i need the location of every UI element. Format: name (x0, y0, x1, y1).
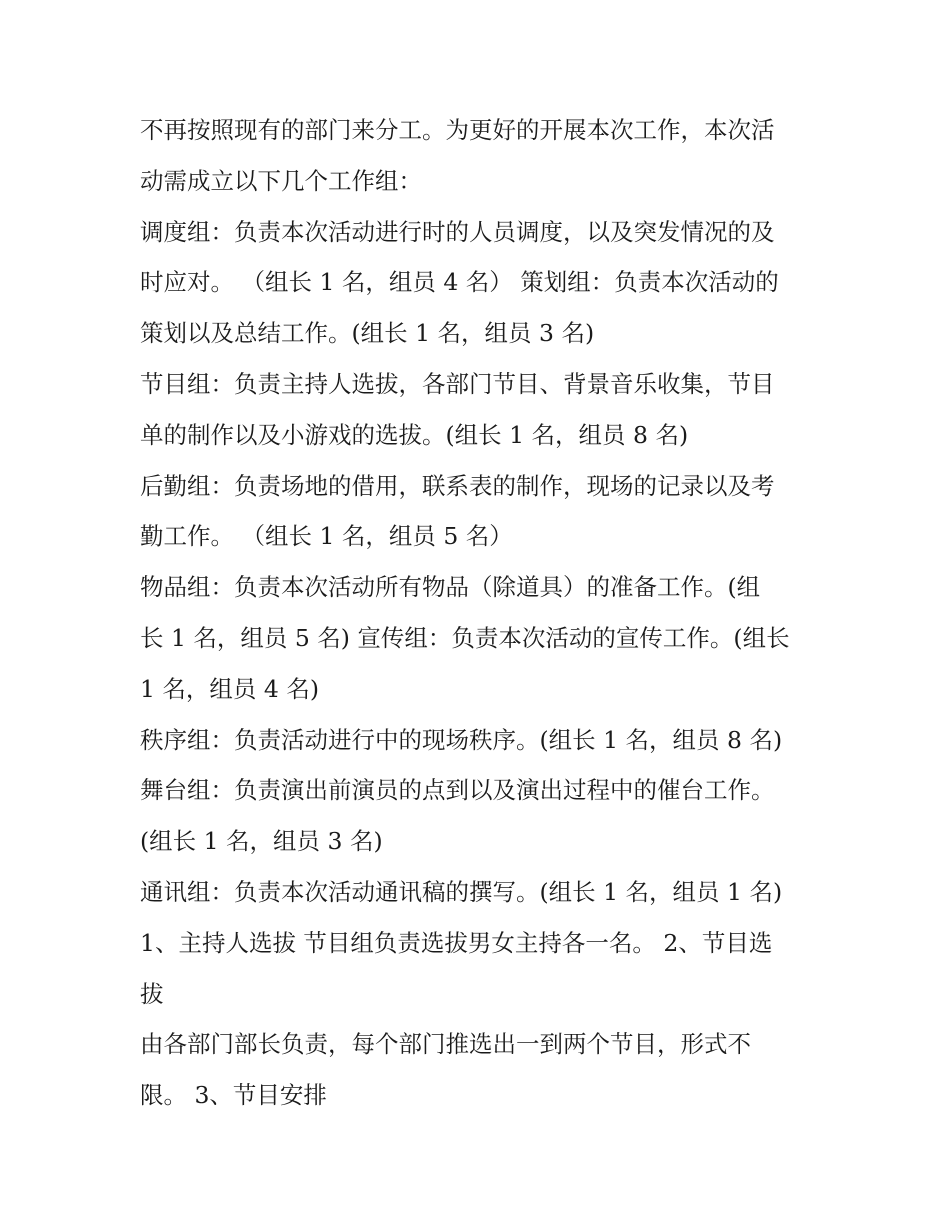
text-line: (组长 1 名，组员 3 名) (140, 827, 383, 856)
text-line: 拔 (140, 979, 164, 1008)
document-body (140, 105, 820, 1121)
text-line: 单的制作以及小游戏的选拔。(组长 1 名，组员 8 名) (140, 420, 689, 449)
text-line: 舞台组：负责演出前演员的点到以及演出过程中的催台工作。 (140, 776, 775, 805)
text-line: 策划以及总结工作。(组长 1 名，组员 3 名) (140, 319, 595, 348)
text-line: 动需成立以下几个工作组： (140, 166, 422, 195)
text-line: 1、主持人选拔 节目组负责选拔男女主持各一名。 2、节目选 (140, 928, 773, 957)
text-line: 节目组：负责主持人选拔，各部门节目、背景音乐收集，节目 (140, 369, 775, 398)
text-line: 限。 3、节目安排 (140, 1081, 327, 1110)
text-line: 后勤组：负责场地的借用，联系表的制作，现场的记录以及考 (140, 471, 775, 500)
text-line: 长 1 名，组员 5 名) 宣传组：负责本次活动的宣传工作。(组长 (140, 623, 790, 652)
text-line: 时应对。 （组长 1 名，组员 4 名） 策划组：负责本次活动的 (140, 268, 779, 297)
text-line: 通讯组：负责本次活动通讯稿的撰写。(组长 1 名，组员 1 名) (140, 877, 783, 906)
text-line: 秩序组：负责活动进行中的现场秩序。(组长 1 名，组员 8 名) (140, 725, 783, 754)
text-line: 勤工作。 （组长 1 名，组员 5 名） (140, 522, 513, 551)
text-line: 不再按照现有的部门来分工。为更好的开展本次工作，本次活 (140, 116, 775, 144)
text-line: 由各部门部长负责，每个部门推选出一到两个节目，形式不 (140, 1030, 751, 1059)
text-line: 1 名，组员 4 名) (140, 674, 319, 703)
text-line: 调度组：负责本次活动进行时的人员调度，以及突发情况的及 (140, 217, 775, 246)
text-line: 物品组：负责本次活动所有物品（除道具）的准备工作。(组 (140, 573, 761, 602)
